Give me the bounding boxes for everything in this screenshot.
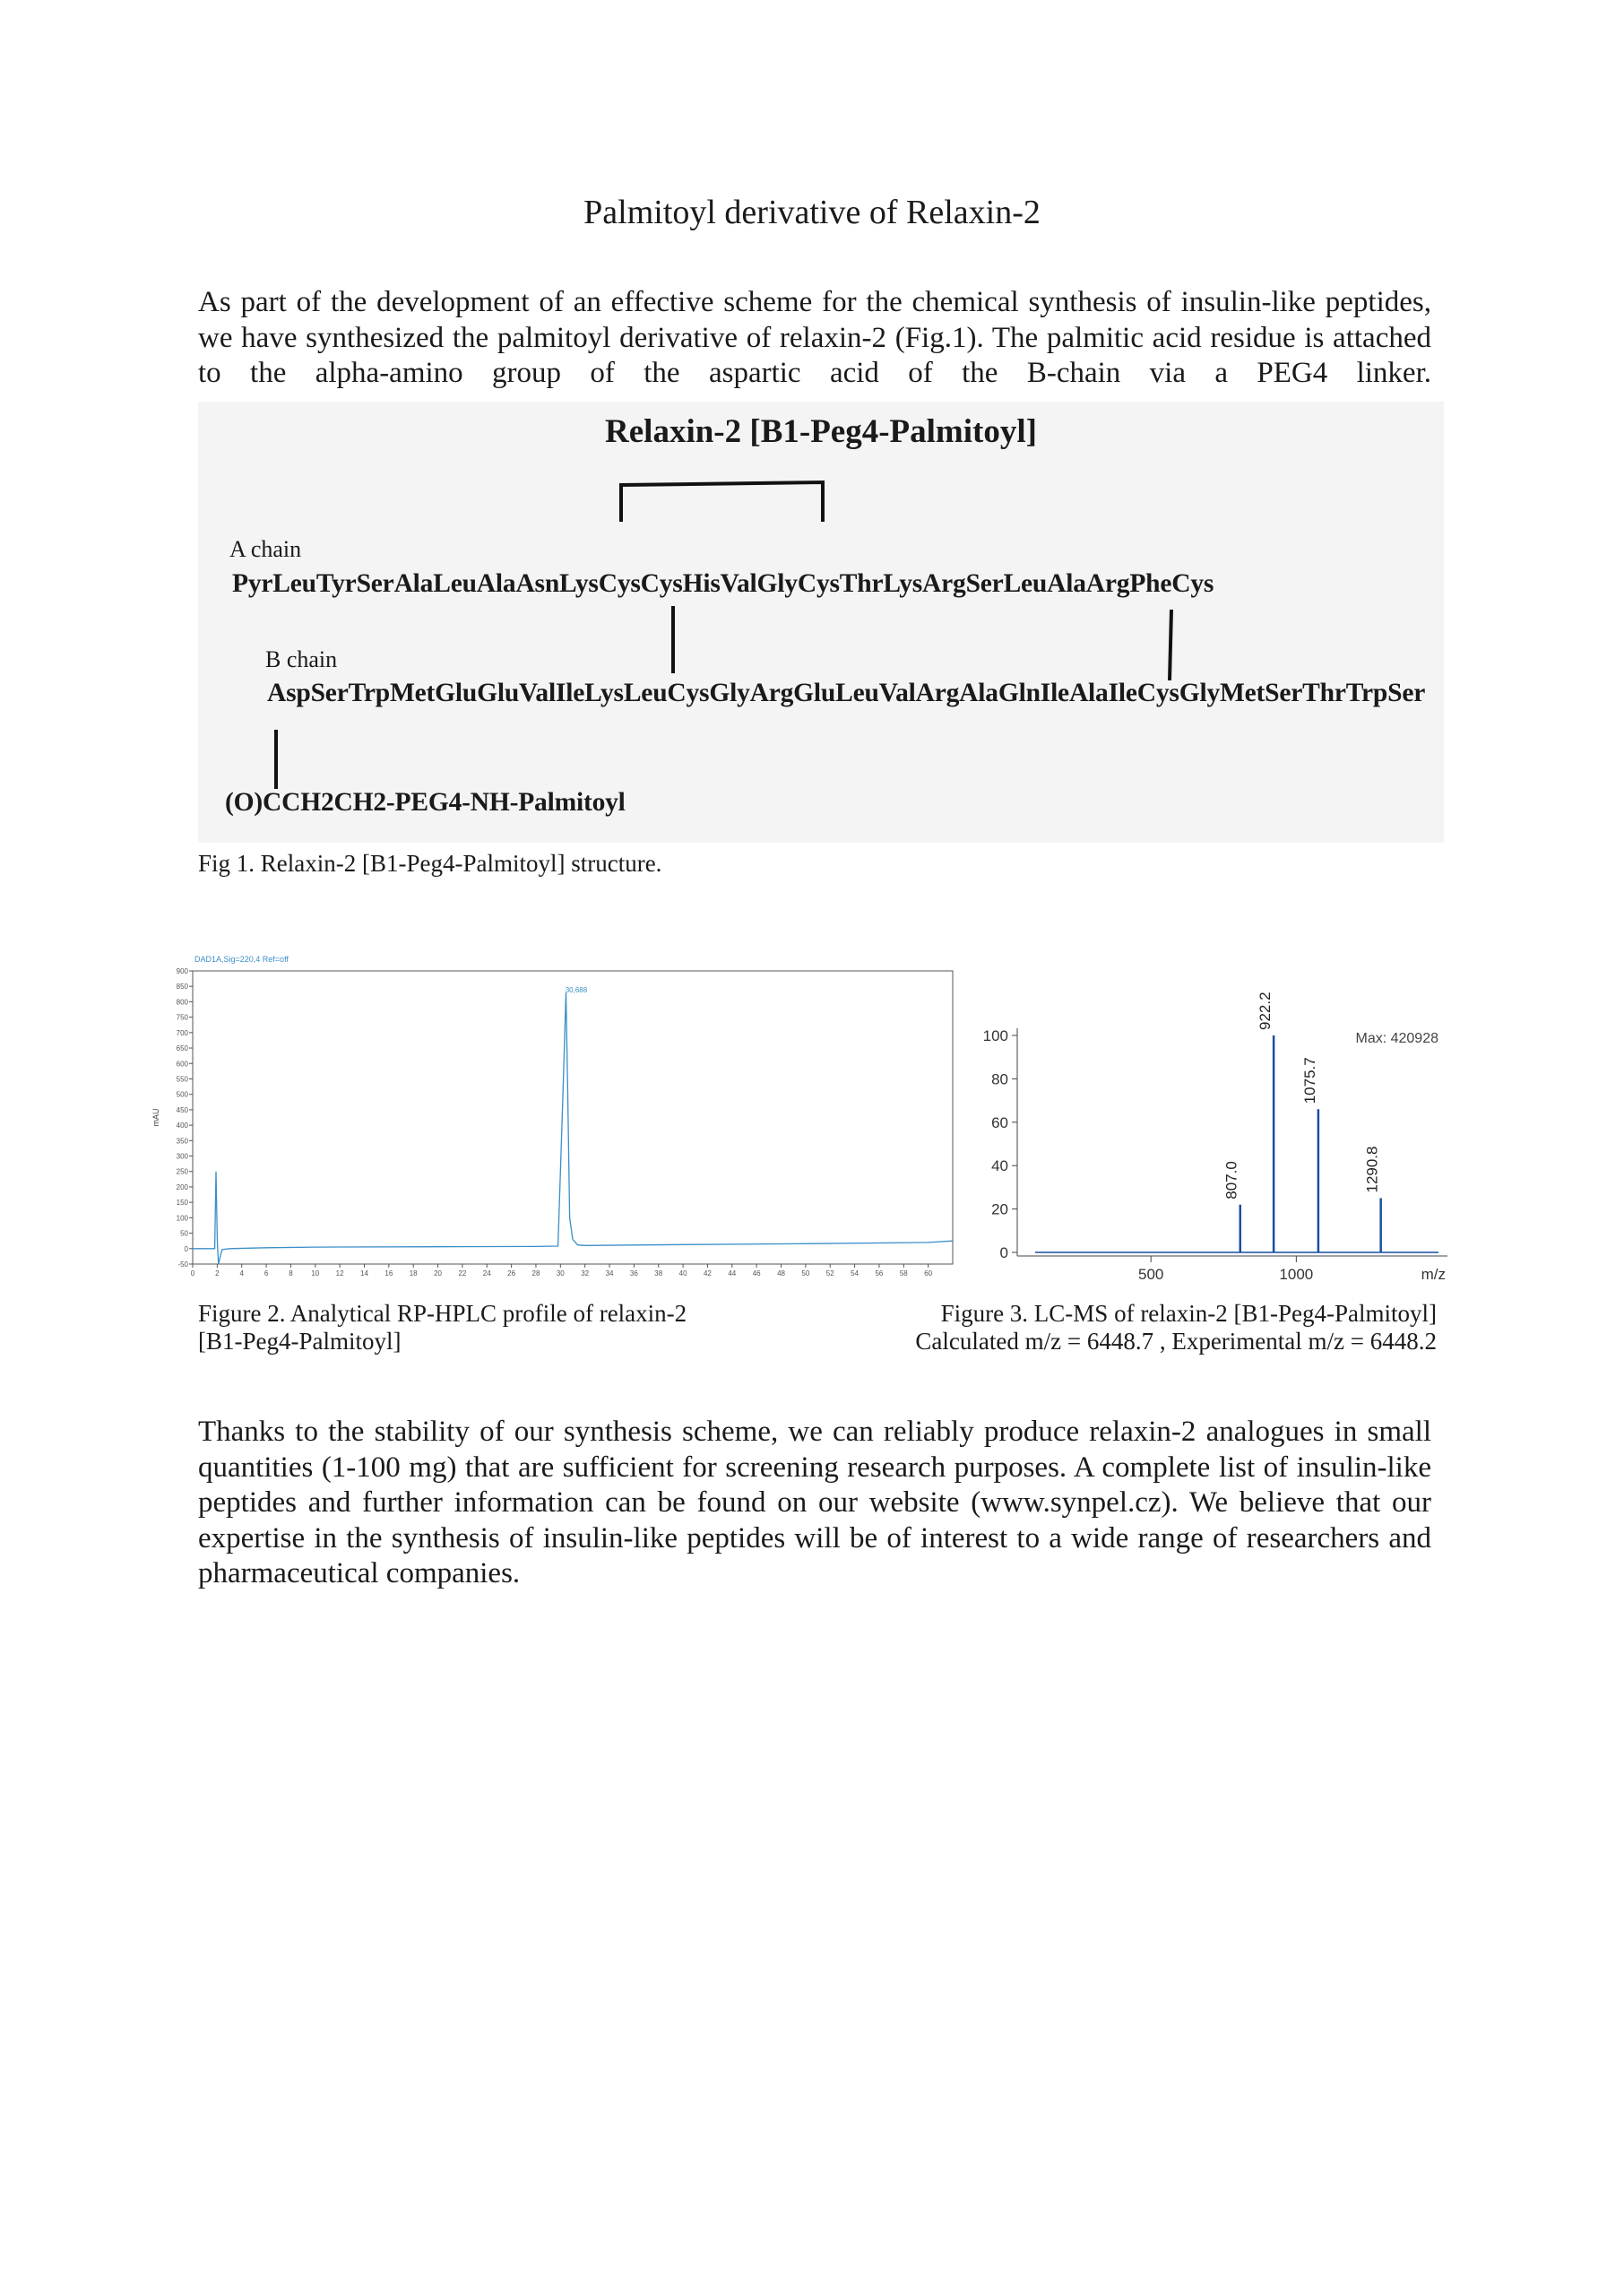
hplc-y-tick-label: 200 bbox=[176, 1182, 188, 1191]
closing-text: Thanks to the stability of our synthesis scheme, we can reliably produce relaxin-2 analogues in small quantities (1-100 mg) that are sufficient for screening research purposes. A complete list of insulin-like peptides and further information can be found on our website (www.synpel.cz). We believe that our expertise in the synthesis of insulin-like peptides will be of interest to a wide range of researchers and pharmaceutical companies. bbox=[198, 1416, 1431, 1589]
lcms-y-tick-label: 60 bbox=[991, 1113, 1008, 1131]
hplc-x-tick-label: 44 bbox=[728, 1269, 737, 1277]
closing-paragraph bbox=[198, 1415, 1431, 1592]
intra-chain-bond-a bbox=[621, 482, 823, 522]
hplc-y-tick-label: 100 bbox=[176, 1214, 188, 1223]
hplc-y-axis-label: mAU bbox=[151, 1108, 160, 1127]
lcms-x-axis-label: m/z bbox=[1421, 1266, 1446, 1283]
hplc-x-tick-label: 14 bbox=[360, 1269, 368, 1277]
hplc-peak-label: 30,688 bbox=[565, 985, 588, 994]
hplc-y-tick-label: 650 bbox=[176, 1044, 188, 1053]
hplc-x-tick-label: 24 bbox=[482, 1269, 491, 1277]
hplc-x-tick-label: 26 bbox=[507, 1269, 516, 1277]
intro-text: As part of the development of an effective scheme for the chemical synthesis of insulin-like peptides, we have synthesized the palmitoyl derivative of relaxin-2 (Fig.1). The palmitic acid residue is attached to the alpha-amino group of the aspartic acid of the B-chain via a PEG4 linker. bbox=[198, 286, 1431, 389]
page-title: Palmitoyl derivative of Relaxin-2 bbox=[583, 194, 1041, 231]
hplc-y-tick-label: 150 bbox=[176, 1199, 188, 1208]
hplc-x-tick-label: 56 bbox=[875, 1269, 884, 1277]
hplc-x-tick-label: 38 bbox=[654, 1269, 663, 1277]
hplc-x-tick-label: 42 bbox=[703, 1269, 712, 1277]
hplc-x-tick-label: 50 bbox=[801, 1269, 810, 1277]
figure-2-caption bbox=[198, 1300, 687, 1355]
hplc-x-tick-label: 60 bbox=[924, 1269, 933, 1277]
hplc-x-tick-label: 36 bbox=[629, 1269, 638, 1277]
hplc-y-tick-label: 550 bbox=[176, 1075, 188, 1084]
hplc-y-tick-label: 400 bbox=[176, 1122, 188, 1130]
lcms-x-tick-label: 500 bbox=[1138, 1266, 1164, 1283]
lcms-y-tick-label: 80 bbox=[991, 1070, 1008, 1088]
hplc-x-tick-label: 18 bbox=[409, 1269, 418, 1277]
lcms-peak-label-0: 807.0 bbox=[1222, 1161, 1240, 1199]
hplc-x-tick-label: 2 bbox=[215, 1269, 220, 1277]
hplc-x-tick-label: 6 bbox=[263, 1269, 269, 1277]
lcms-y-tick-label: 40 bbox=[991, 1157, 1008, 1175]
hplc-x-tick-label: 0 bbox=[190, 1269, 195, 1277]
lcms-y-tick-label: 100 bbox=[982, 1027, 1008, 1044]
hplc-trace bbox=[193, 992, 953, 1264]
hplc-x-tick-label: 34 bbox=[605, 1269, 614, 1277]
hplc-x-tick-label: 32 bbox=[581, 1269, 590, 1277]
hplc-x-tick-label: 10 bbox=[311, 1269, 320, 1277]
hplc-y-tick-label: 900 bbox=[176, 967, 188, 975]
hplc-y-tick-label: 750 bbox=[176, 1013, 188, 1022]
hplc-y-tick-label: 850 bbox=[176, 983, 188, 992]
hplc-y-tick-label: 300 bbox=[176, 1152, 188, 1161]
hplc-y-tick-label: 500 bbox=[176, 1090, 188, 1099]
hplc-x-tick-label: 22 bbox=[458, 1269, 467, 1277]
lcms-peak-label-1: 922.2 bbox=[1257, 992, 1274, 1030]
figure-1-caption: Fig 1. Relaxin-2 [B1-Peg4-Palmitoyl] structure. bbox=[198, 850, 662, 877]
hplc-y-tick-label: 450 bbox=[176, 1105, 188, 1114]
hplc-x-tick-label: 4 bbox=[239, 1269, 244, 1277]
modification-label: (O)CCH2CH2-PEG4-NH-Palmitoyl bbox=[225, 788, 626, 817]
figure-3-caption-line1: Figure 3. LC-MS of relaxin-2 [B1-Peg4-Palmitoyl] bbox=[940, 1300, 1437, 1327]
hplc-x-tick-label: 58 bbox=[899, 1269, 908, 1277]
b-chain-label: B chain bbox=[265, 646, 338, 672]
figure-2-caption-text: Figure 2. Analytical RP-HPLC profile of relaxin-2 [B1-Peg4-Palmitoyl] bbox=[198, 1300, 687, 1355]
a-chain-sequence: PyrLeuTyrSerAlaLeuAlaAsnLysCysCysHisValGlyCysThrLysArgSerLeuAlaArgPheCys bbox=[232, 569, 1214, 598]
figure-1-title: Relaxin-2 [B1-Peg4-Palmitoyl] bbox=[605, 413, 1037, 450]
figure-3-caption-line2: Calculated m/z = 6448.7 , Experimental m/z = 6448.2 bbox=[915, 1328, 1437, 1355]
hplc-x-tick-label: 8 bbox=[289, 1269, 293, 1277]
lcms-spectrum bbox=[946, 991, 1456, 1286]
inter-chain-bond-2 bbox=[1170, 610, 1171, 680]
hplc-x-tick-label: 20 bbox=[434, 1269, 443, 1277]
hplc-y-tick-label: 800 bbox=[176, 998, 188, 1007]
lcms-y-tick-label: 0 bbox=[999, 1244, 1008, 1261]
lcms-x-tick-label: 1000 bbox=[1279, 1266, 1314, 1283]
hplc-y-tick-label: -50 bbox=[177, 1260, 188, 1269]
intro-paragraph bbox=[198, 285, 1431, 392]
figure-1-structure bbox=[198, 402, 1444, 843]
hplc-x-tick-label: 16 bbox=[384, 1269, 393, 1277]
hplc-chromatogram bbox=[148, 946, 955, 1277]
hplc-y-tick-label: 250 bbox=[176, 1167, 188, 1176]
disulfide-bonds bbox=[198, 402, 1444, 843]
hplc-x-tick-label: 52 bbox=[825, 1269, 834, 1277]
a-chain-label: A chain bbox=[229, 536, 302, 562]
lcms-peak-label-3: 1290.8 bbox=[1363, 1146, 1381, 1193]
hplc-y-tick-label: 600 bbox=[176, 1060, 188, 1069]
hplc-signal-title: DAD1A,Sig=220,4 Ref=off bbox=[194, 955, 289, 964]
hplc-x-tick-label: 46 bbox=[752, 1269, 761, 1277]
lcms-peak-label-2: 1075.7 bbox=[1300, 1057, 1318, 1104]
lcms-max-label: Max: 420928 bbox=[1355, 1031, 1438, 1046]
hplc-x-tick-label: 54 bbox=[851, 1269, 860, 1277]
b-chain-sequence: AspSerTrpMetGluGluValIleLysLeuCysGlyArgGluLeuValArgAlaGlnIleAlaIleCysGlyMetSerThrTrpSer bbox=[267, 679, 1426, 707]
hplc-x-tick-label: 12 bbox=[335, 1269, 344, 1277]
lcms-y-tick-label: 20 bbox=[991, 1200, 1008, 1218]
hplc-x-tick-label: 28 bbox=[531, 1269, 540, 1277]
figure-3-caption bbox=[887, 1300, 1437, 1355]
hplc-y-tick-label: 0 bbox=[184, 1244, 188, 1253]
hplc-y-tick-label: 700 bbox=[176, 1028, 188, 1037]
hplc-y-tick-label: 350 bbox=[176, 1137, 188, 1146]
hplc-plot-frame bbox=[193, 971, 953, 1264]
hplc-y-tick-label: 50 bbox=[180, 1229, 188, 1238]
hplc-x-tick-label: 30 bbox=[556, 1269, 565, 1277]
hplc-x-tick-label: 48 bbox=[777, 1269, 785, 1277]
hplc-x-tick-label: 40 bbox=[678, 1269, 687, 1277]
